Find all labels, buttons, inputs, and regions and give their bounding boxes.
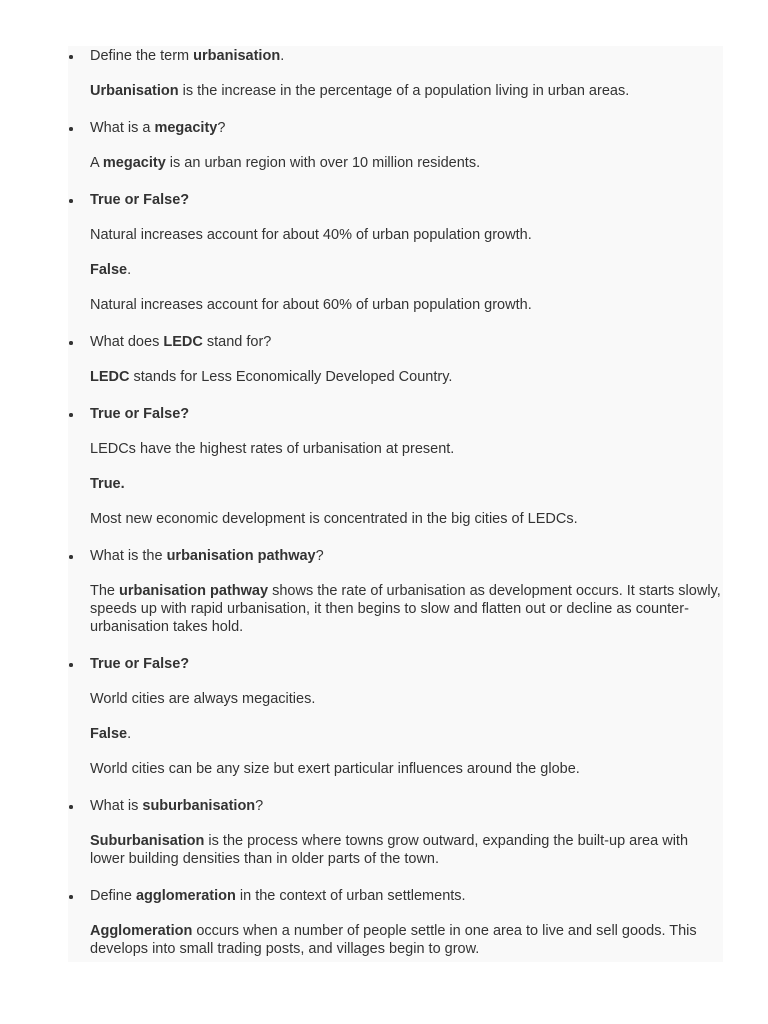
question-keyword: LEDC bbox=[163, 334, 203, 350]
question-text: stand for? bbox=[202, 334, 272, 350]
answer-text: is an urban region with over 10 million residents. bbox=[165, 155, 481, 171]
flashcard bbox=[90, 654, 723, 778]
question-keyword: megacity bbox=[154, 120, 218, 136]
question bbox=[90, 404, 723, 423]
question-text: Define bbox=[90, 888, 136, 904]
answer-text: is the increase in the percentage of a population living in urban areas. bbox=[178, 83, 630, 99]
answer-keyword: megacity bbox=[102, 155, 166, 171]
answer-text: Natural increases account for about 60% of urban population growth. bbox=[90, 297, 532, 313]
question-keyword: agglomeration bbox=[135, 888, 236, 904]
question bbox=[90, 332, 723, 351]
answer-text: Natural increases account for about 40% of urban population growth. bbox=[90, 227, 532, 243]
answer-text: . bbox=[127, 726, 132, 742]
answer-text: World cities can be any size but exert particular influences around the globe. bbox=[90, 761, 580, 777]
answer-text: A bbox=[90, 155, 103, 171]
answer-keyword: Urbanisation bbox=[90, 83, 179, 99]
question bbox=[90, 46, 723, 65]
answer bbox=[90, 832, 723, 868]
answer-text: occurs when a number of people settle in one area to live and sell goods. This develops into small trading posts, and villages begin to grow. bbox=[90, 923, 697, 957]
flashcard bbox=[90, 886, 723, 958]
answer bbox=[90, 226, 723, 244]
answer-text: stands for Less Economically Developed Country. bbox=[129, 369, 453, 385]
flashcard bbox=[90, 190, 723, 314]
answer-keyword: False bbox=[90, 726, 128, 742]
answer bbox=[90, 690, 723, 708]
answer bbox=[90, 582, 723, 636]
question-text: What is bbox=[90, 798, 143, 814]
question-text: in the context of urban settlements. bbox=[235, 888, 466, 904]
flashcard-list bbox=[90, 46, 723, 958]
question-text: What is the bbox=[90, 548, 167, 564]
question bbox=[90, 546, 723, 565]
answer bbox=[90, 261, 723, 279]
question bbox=[90, 118, 723, 137]
answer-text: . bbox=[127, 262, 132, 278]
answer bbox=[90, 760, 723, 778]
question-keyword: suburbanisation bbox=[142, 798, 256, 814]
question-text: ? bbox=[255, 798, 264, 814]
answer bbox=[90, 296, 723, 314]
answer-text: Most new economic development is concentrated in the big cities of LEDCs. bbox=[90, 511, 578, 527]
question-text: What is a bbox=[90, 120, 155, 136]
question bbox=[90, 654, 723, 673]
question-text: . bbox=[280, 48, 285, 64]
flashcard bbox=[90, 546, 723, 636]
flashcard bbox=[90, 46, 723, 100]
question bbox=[90, 190, 723, 209]
question-keyword: True or False? bbox=[90, 656, 190, 672]
answer bbox=[90, 154, 723, 172]
answer bbox=[90, 475, 723, 493]
question-keyword: True or False? bbox=[90, 406, 190, 422]
answer-keyword: False bbox=[90, 262, 128, 278]
flashcard bbox=[90, 796, 723, 868]
answer bbox=[90, 510, 723, 528]
answer-keyword: True. bbox=[90, 476, 125, 492]
answer-text: The bbox=[90, 583, 120, 599]
answer-keyword: LEDC bbox=[90, 369, 130, 385]
question-keyword: True or False? bbox=[90, 192, 190, 208]
question bbox=[90, 886, 723, 905]
answer-text: World cities are always megacities. bbox=[90, 691, 316, 707]
question-text: ? bbox=[315, 548, 324, 564]
answer-text: LEDCs have the highest rates of urbanisation at present. bbox=[90, 441, 455, 457]
flashcard bbox=[90, 404, 723, 528]
question-text: ? bbox=[217, 120, 226, 136]
flashcard bbox=[90, 118, 723, 172]
question-text: Define the term bbox=[90, 48, 194, 64]
answer-keyword: Agglomeration bbox=[90, 923, 193, 939]
question bbox=[90, 796, 723, 815]
answer bbox=[90, 440, 723, 458]
answer-text: shows the rate of urbanisation as development occurs. It starts slowly, speeds up with rapid urbanisation, it then begins to slow and flatten out or decline as counter-urbanisation takes hold. bbox=[90, 583, 721, 635]
answer bbox=[90, 82, 723, 100]
answer-keyword: Suburbanisation bbox=[90, 833, 205, 849]
answer bbox=[90, 922, 723, 958]
answer-text: is the process where towns grow outward, expanding the built-up area with lower building densities than in older parts of the town. bbox=[90, 833, 689, 867]
answer bbox=[90, 725, 723, 743]
question-keyword: urbanisation bbox=[193, 48, 281, 64]
question-keyword: urbanisation pathway bbox=[166, 548, 316, 564]
answer bbox=[90, 368, 723, 386]
question-text: What does bbox=[90, 334, 164, 350]
answer-keyword: urbanisation pathway bbox=[119, 583, 269, 599]
flashcard bbox=[90, 332, 723, 386]
